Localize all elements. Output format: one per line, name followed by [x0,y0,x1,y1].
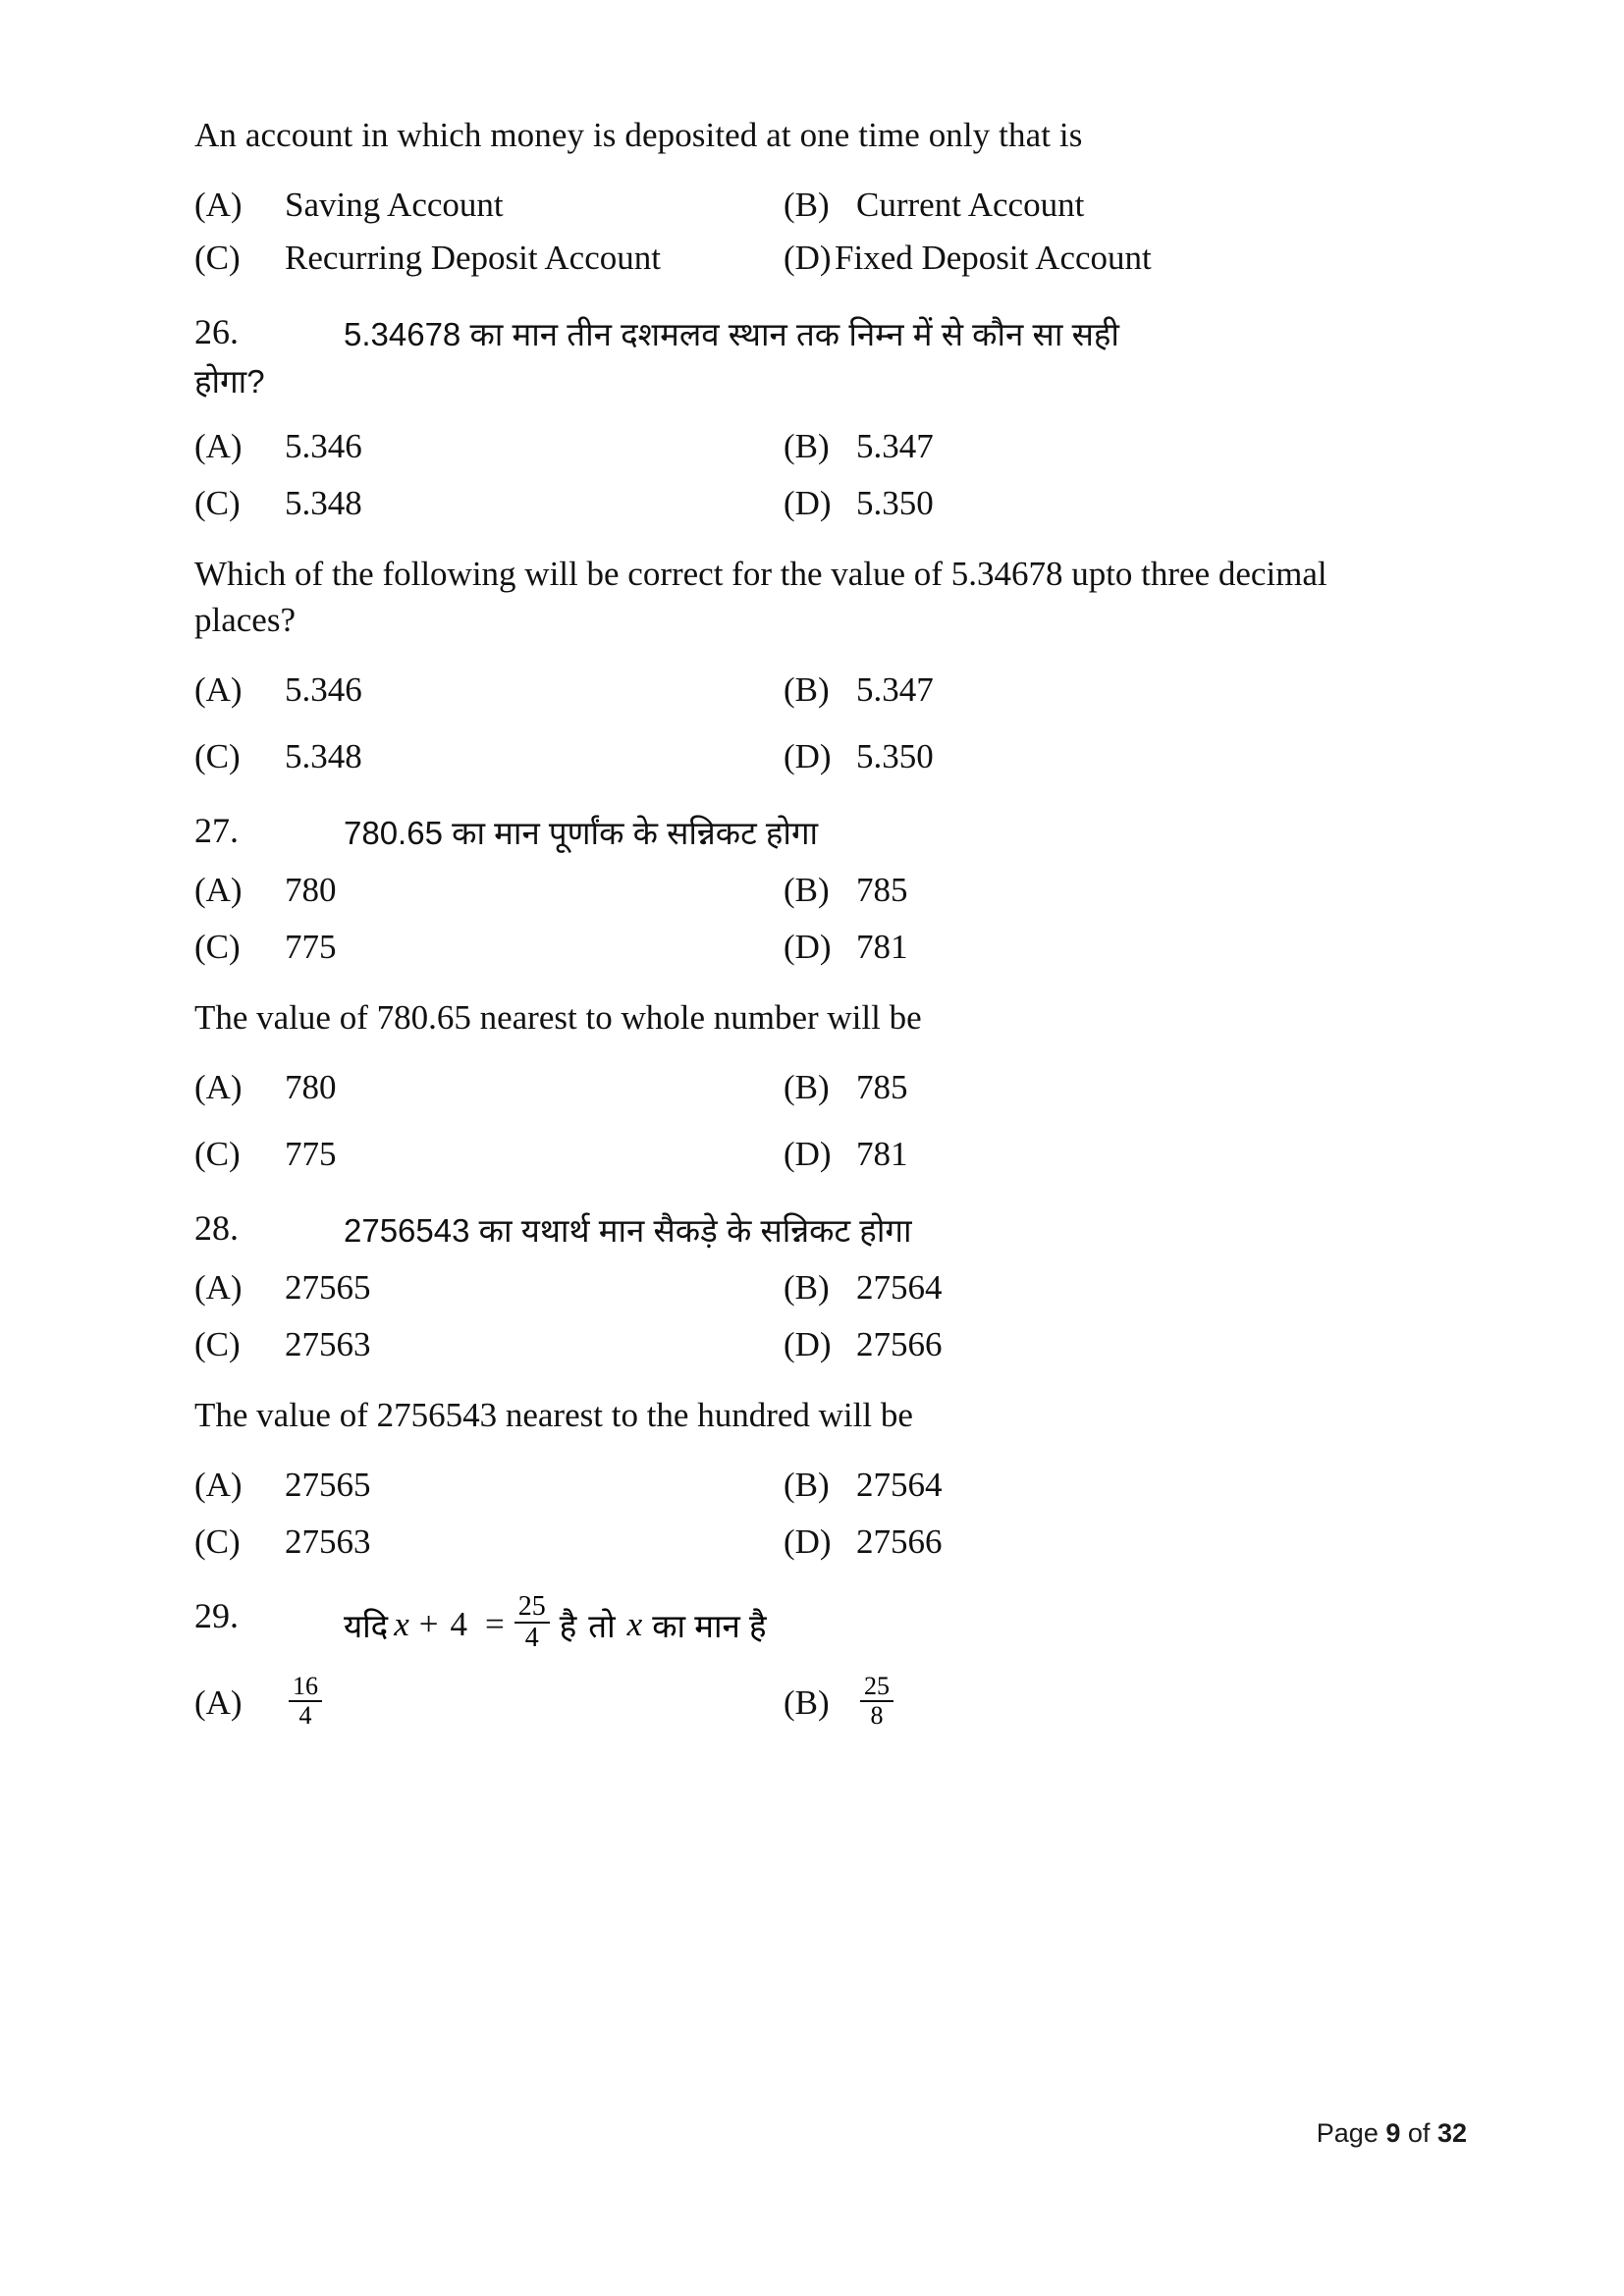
option-a-text: 780 [285,1068,337,1107]
option-b-tag: (B) [784,670,830,710]
option-b-text: 785 [856,871,908,910]
page-footer [1317,2118,1467,2149]
option-c[interactable] [194,239,784,278]
footer-total-pages: 32 [1436,2118,1467,2148]
option-a-tag: (A) [194,1466,243,1505]
option-a-tag: (A) [194,670,243,710]
option-a-tag: (A) [194,1068,243,1107]
option-b-tag: (B) [784,871,830,910]
footer-prefix: Page [1316,2118,1379,2148]
option-a[interactable] [194,186,784,225]
option-d-tag: (D) [784,1522,832,1562]
q28-option-c-en[interactable] [194,1522,784,1562]
option-row [194,1268,1358,1308]
option-row [194,186,1358,225]
q26-option-a-hi[interactable] [194,427,784,466]
q28-option-d-en[interactable] [784,1522,1358,1562]
question-27-options-hi [194,871,1358,967]
q29-option-a[interactable] [194,1672,784,1731]
option-c-text: 775 [285,928,337,967]
question-29-number: 29. [194,1596,239,1636]
q29-fraction-numerator: 25 [517,1591,546,1623]
q28-option-a-hi[interactable] [194,1268,784,1308]
question-26-options-en [194,670,1358,776]
q28-option-d-hi[interactable] [784,1325,1358,1364]
q29-option-b[interactable] [784,1672,1358,1731]
option-c-tag: (C) [194,928,241,967]
question-26 [194,311,1422,358]
option-b-denominator: 8 [870,1701,884,1731]
option-row [194,737,1358,776]
question-28 [194,1207,1422,1255]
q29-plus-sign: + [418,1605,439,1644]
option-a-text: 780 [285,871,337,910]
option-a-text: 27565 [285,1268,371,1308]
option-c-tag: (C) [194,1522,241,1562]
option-row [194,1672,1358,1731]
option-d-tag: (D) [784,1135,832,1174]
option-d-text: Fixed Deposit Account [835,239,1152,277]
question-26-number: 26. [194,312,239,351]
option-row [194,670,1358,710]
option-b-text: Current Account [856,186,1085,224]
question-28-options-en [194,1466,1358,1562]
q29-equals-sign: = [485,1605,505,1644]
q29-option-b-fraction [860,1674,893,1729]
option-c-text: 775 [285,1135,337,1174]
q29-variable-x-2: x [626,1605,643,1644]
question-26-stem-en: Which of the following will be correct for the value of 5.34678 upto three decimal places? [194,554,1327,639]
question-27-options-en [194,1068,1358,1174]
option-d[interactable] [784,239,1358,278]
question-28-options-hi [194,1268,1358,1364]
option-d-tag: (D) [784,239,832,277]
option-a-text: Saving Account [285,186,504,224]
q29-to: तो [588,1607,616,1644]
question-27-stem-en: The value of 780.65 nearest to whole number will be [194,998,922,1038]
question-28-number: 28. [194,1208,239,1249]
option-row [194,427,1358,466]
option-c-tag: (C) [194,1325,241,1364]
option-d-text: 781 [856,928,908,967]
carryover-options [194,186,1358,278]
q27-option-d-hi[interactable] [784,928,1358,967]
q26-option-d-hi[interactable] [784,484,1358,523]
option-a-text: 5.346 [285,426,362,465]
option-a-tag: (A) [194,186,243,224]
option-a-tag: (A) [194,426,243,465]
option-a-text: 5.346 [285,670,362,710]
footer-middle: of [1407,2118,1431,2148]
q27-option-d-en[interactable] [784,1135,1358,1174]
q27-option-b-en[interactable] [784,1068,1358,1107]
q28-option-b-en[interactable] [784,1466,1358,1505]
option-row [194,928,1358,967]
option-row [194,1466,1358,1505]
option-b[interactable] [784,186,1358,225]
question-28-stem-hi: 2756543 का यथार्थ मान सैकड़े के सन्निकट होगा [344,1212,912,1250]
q27-option-c-hi[interactable] [194,928,784,967]
q26-option-d-en[interactable] [784,737,1358,776]
q26-option-b-hi[interactable] [784,427,1358,466]
option-d-text: 27566 [856,1522,943,1562]
option-row [194,239,1358,278]
question-29-options [194,1672,1358,1731]
option-b-text: 27564 [856,1268,943,1308]
q27-option-b-hi[interactable] [784,871,1358,910]
option-c-text: 27563 [285,1325,371,1364]
option-b-text: 5.347 [856,426,934,465]
option-c-text: Recurring Deposit Account [285,239,661,277]
option-c-text: 27563 [285,1522,371,1562]
option-b-tag: (B) [784,1068,830,1107]
option-b-tag: (B) [784,1466,830,1505]
question-28-stem-en: The value of 2756543 nearest to the hundred will be [194,1396,913,1435]
question-27 [194,810,1422,857]
option-row [194,1522,1358,1562]
option-d-tag: (D) [784,737,832,776]
option-c-tag: (C) [194,1135,241,1174]
option-c-tag: (C) [194,483,241,522]
option-c-text: 5.348 [285,737,362,776]
option-d-text: 27566 [856,1325,943,1364]
option-a-numerator: 16 [293,1672,318,1701]
option-d-text: 5.350 [856,483,934,522]
option-row [194,1325,1358,1364]
q29-ka-maan-hai: का मान है [652,1607,767,1644]
option-row [194,1068,1358,1107]
option-d-tag: (D) [784,483,832,522]
option-a-denominator: 4 [298,1701,312,1731]
option-row [194,1135,1358,1174]
option-b-tag: (B) [784,426,830,465]
option-d-tag: (D) [784,928,832,967]
option-b-numerator: 25 [864,1672,890,1701]
option-b-text: 27564 [856,1466,943,1505]
q27-option-a-hi[interactable] [194,871,784,910]
option-a-tag: (A) [194,1268,243,1308]
q29-fraction [514,1593,550,1652]
option-a-text: 27565 [285,1466,371,1505]
option-d-tag: (D) [784,1325,832,1364]
option-row [194,484,1358,523]
q26-option-c-hi[interactable] [194,484,784,523]
option-row [194,871,1358,910]
option-d-text: 5.350 [856,737,934,776]
question-26-options-hi [194,427,1358,523]
q28-option-b-hi[interactable] [784,1268,1358,1308]
question-26-stem-hi-line2: होगा? [194,362,265,400]
q29-option-a-fraction [289,1674,322,1729]
q28-option-c-hi[interactable] [194,1325,784,1364]
q27-option-c-en[interactable] [194,1135,784,1174]
question-29-stem-hi [344,1591,1422,1654]
question-27-number: 27. [194,811,239,851]
question-26-stem-hi-line1: 5.34678 का मान तीन दशमलव स्थान तक निम्न में से कौन सा सही [344,316,1119,352]
option-b-tag: (B) [784,1268,830,1308]
option-a-tag: (A) [194,1683,243,1723]
question-27-stem-hi: 780.65 का मान पूर्णांक के सन्निकट होगा [344,815,819,852]
option-a-tag: (A) [194,871,243,910]
q29-hai: है [559,1607,577,1644]
q26-option-c-en[interactable] [194,737,784,776]
option-b-tag: (B) [784,186,830,224]
option-c-tag: (C) [194,239,241,277]
q29-operand-four: 4 [450,1605,468,1644]
option-c-text: 5.348 [285,483,362,522]
q28-option-a-en[interactable] [194,1466,784,1505]
q26-option-a-en[interactable] [194,670,784,710]
option-d-text: 781 [856,1135,908,1174]
option-c-tag: (C) [194,737,241,776]
page-content [194,118,1422,1731]
question-29 [194,1591,1422,1654]
carryover-question-stem: An account in which money is deposited at one time only that is [194,116,1083,154]
q29-fraction-denominator: 4 [524,1623,539,1654]
option-b-tag: (B) [784,1683,830,1723]
footer-current-page: 9 [1385,2118,1401,2148]
q29-yadi: यदि [344,1607,389,1644]
q26-option-b-en[interactable] [784,670,1358,710]
option-b-text: 5.347 [856,670,934,710]
q27-option-a-en[interactable] [194,1068,784,1107]
option-b-text: 785 [856,1068,908,1107]
q29-variable-x: x [394,1605,409,1644]
